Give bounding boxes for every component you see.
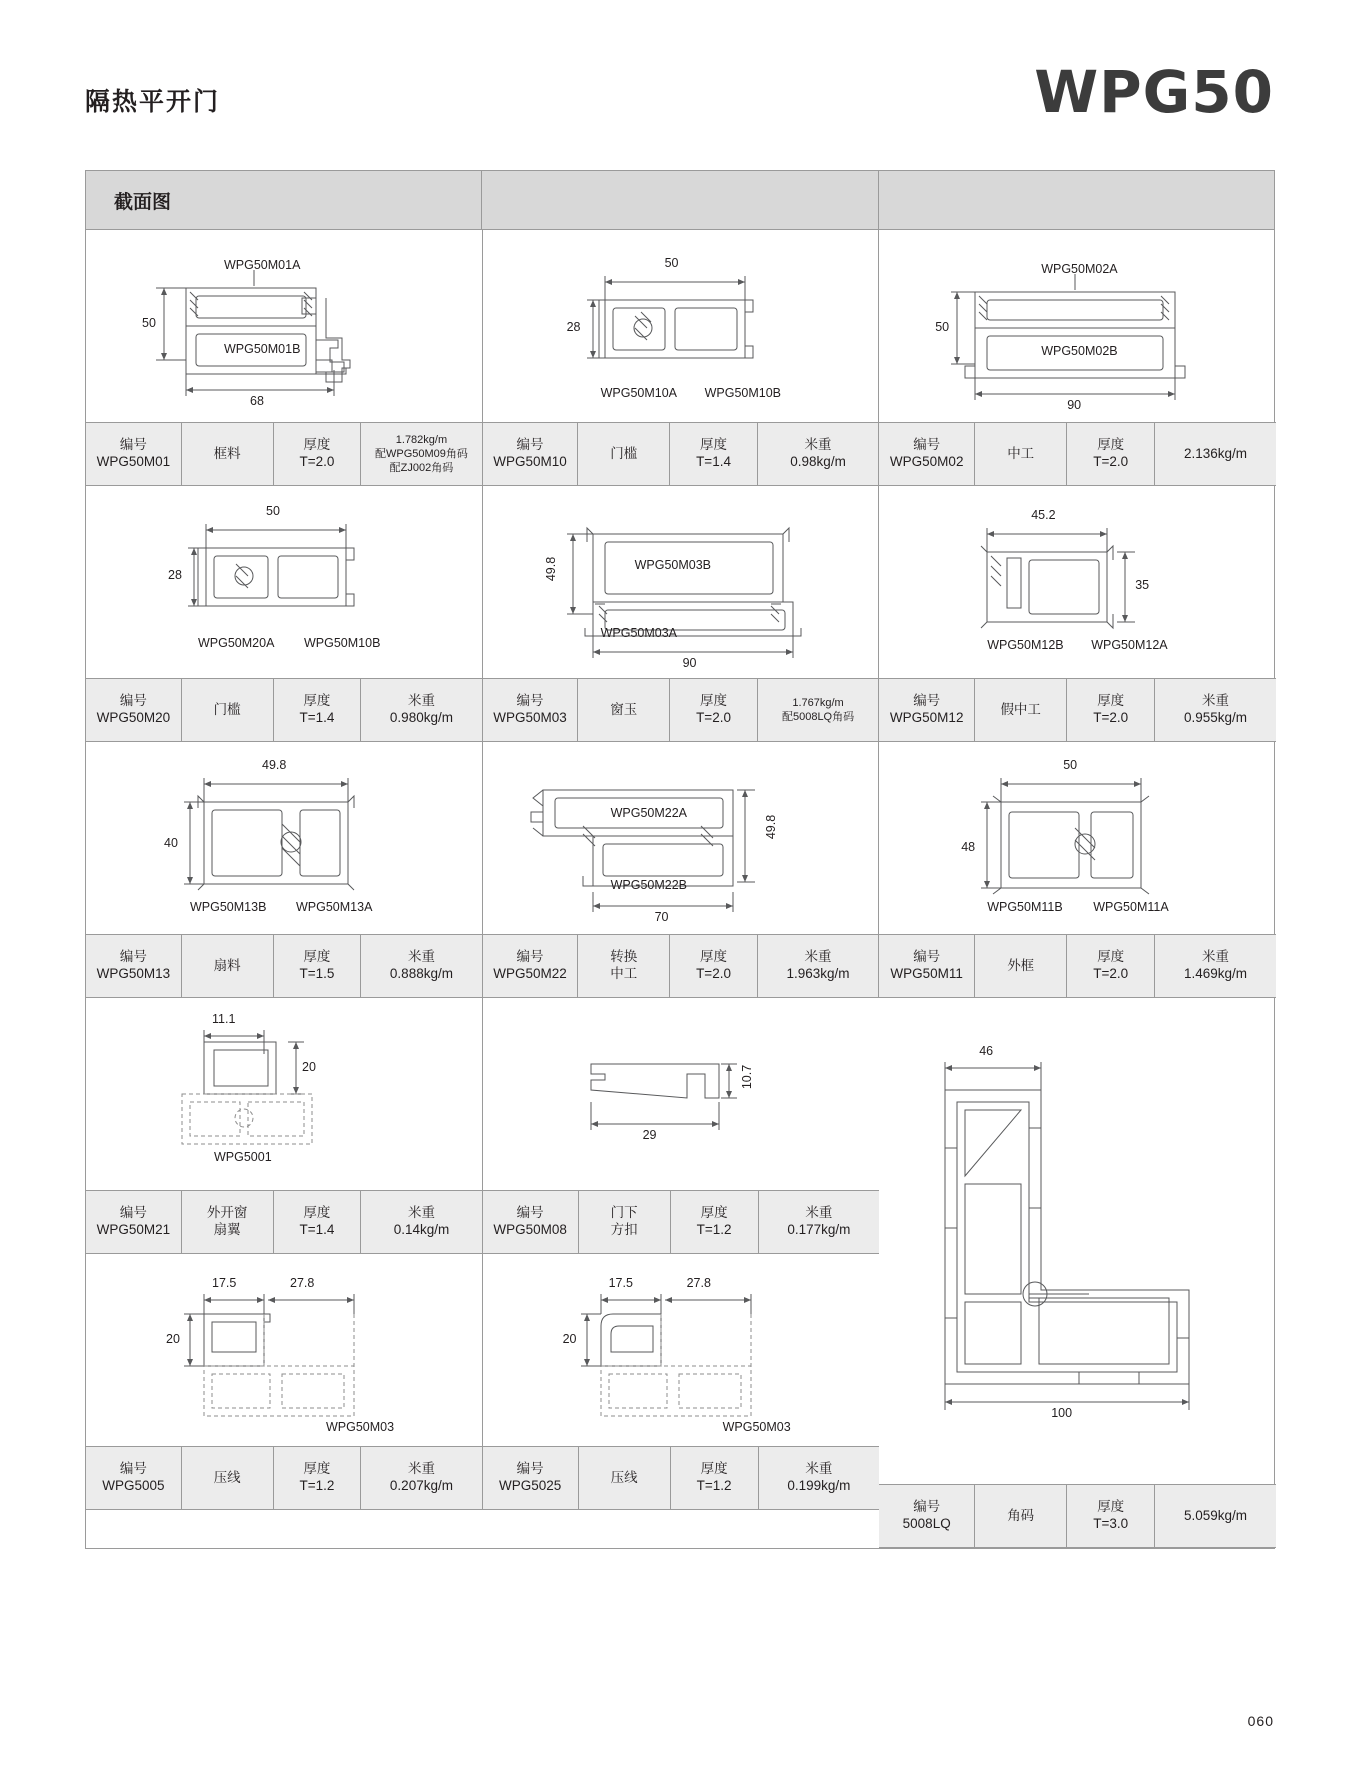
spec-thickness-cell	[670, 423, 758, 485]
spec-code-cell	[86, 423, 182, 485]
spec-name-line-1: 转换	[610, 949, 638, 965]
spec-name-value: 中工	[1007, 445, 1035, 461]
spec-weight-label: 米重	[804, 949, 832, 965]
spec-thickness-value: T=2.0	[696, 966, 731, 981]
spec-code-cell	[879, 1485, 975, 1547]
spec-name-value: 门槛	[213, 701, 241, 717]
profile-part-label-b: WPG50M22B	[610, 878, 688, 892]
profile-drawing-wpg50m13	[86, 742, 482, 934]
spec-weight-label: 米重	[805, 1205, 833, 1221]
profile-dim-height: 49.8	[763, 814, 778, 840]
band-section-label: 截面图	[86, 171, 482, 229]
profile-part-label-a: WPG50M03	[326, 1420, 395, 1434]
profile-spec-wpg50m01	[86, 422, 482, 486]
spec-weight-value: 0.98kg/m	[790, 454, 846, 469]
spec-thickness-value: T=1.4	[299, 1222, 335, 1237]
spec-weight-value: 5.059kg/m	[1183, 1507, 1247, 1523]
spec-code-cell	[879, 935, 975, 997]
profile-drawing-wpg50m01	[86, 230, 482, 422]
spec-code-cell	[879, 679, 975, 741]
profile-part-label-a: WPG50M13A	[296, 900, 373, 914]
profile-part-label-b: WPG50M01B	[224, 342, 301, 356]
spec-weight-cell	[361, 423, 481, 485]
spec-weight-value: 0.888kg/m	[389, 966, 453, 981]
spec-weight-value: 1.963kg/m	[786, 966, 850, 981]
spec-weight-value: 0.955kg/m	[1183, 710, 1247, 725]
spec-thickness-label: 厚度	[1097, 949, 1125, 965]
spec-thickness-value: T=2.0	[1093, 710, 1129, 725]
spec-name-line-2: 方扣	[610, 1222, 638, 1237]
profile-spec-wpg5025	[483, 1446, 880, 1510]
spec-thickness-cell	[670, 935, 758, 997]
profile-spec-wpg50m12	[879, 678, 1276, 742]
profile-cell-wpg50m13	[86, 742, 483, 998]
profile-dim-width: 90	[682, 656, 697, 670]
spec-code-cell	[86, 1447, 182, 1509]
profile-dim-a: 17.5	[212, 1276, 237, 1290]
profile-spec-wpg50m08	[483, 1190, 880, 1254]
spec-code-value: WPG50M22	[493, 966, 567, 981]
table-row	[86, 486, 1274, 742]
profile-cell-wpg50m02	[879, 230, 1276, 486]
spec-weight-label: 米重	[1201, 949, 1229, 965]
profile-dim-a: 17.5	[608, 1276, 633, 1290]
profile-dim-width: 50	[266, 504, 280, 518]
table-row	[86, 998, 1274, 1548]
spec-name-cell	[579, 1447, 671, 1509]
spec-code-label: 编号	[119, 693, 147, 709]
spec-name-cell	[578, 679, 670, 741]
spec-code-value: WPG50M20	[96, 710, 171, 725]
spec-name-cell	[182, 935, 274, 997]
spec-weight-cell	[361, 679, 481, 741]
spec-code-label: 编号	[516, 437, 544, 453]
spec-name-value: 压线	[610, 1469, 638, 1485]
spec-thickness-cell	[1067, 423, 1155, 485]
profile-part-label-a: WPG50M01A	[224, 258, 301, 272]
spec-weight-note-2: 配ZJ002角码	[389, 462, 454, 475]
spec-name-value: 外框	[1007, 957, 1035, 973]
spec-name-cell	[182, 423, 274, 485]
profile-cell-wpg50m03	[483, 486, 880, 742]
spec-code-cell	[86, 935, 182, 997]
spec-name-line-1: 门下	[610, 1205, 638, 1221]
spec-weight-cell	[1155, 935, 1276, 997]
spec-weight-value: 0.980kg/m	[389, 710, 453, 725]
table-row	[86, 1254, 879, 1510]
spec-thickness-value: T=1.2	[696, 1222, 732, 1237]
spec-name-cell	[975, 935, 1067, 997]
profile-cell-wpg50m20	[86, 486, 483, 742]
profile-part-label-b: WPG50M03B	[634, 558, 712, 572]
spec-code-value: WPG5025	[498, 1478, 562, 1493]
profile-dim-width: 70	[654, 910, 669, 924]
spec-code-cell	[483, 679, 579, 741]
spec-weight-cell	[361, 1447, 481, 1509]
profile-dim-height: 20	[166, 1332, 180, 1346]
spec-name-line-2: 中工	[610, 966, 638, 981]
spec-thickness-cell	[1067, 1485, 1155, 1547]
profile-spec-5008lq	[879, 1484, 1276, 1548]
profile-dim-height: 40	[164, 836, 178, 850]
profile-part-label-a: WPG5001	[214, 1150, 272, 1164]
spec-weight-value: 2.136kg/m	[1183, 445, 1247, 461]
spec-weight-cell	[1155, 1485, 1276, 1547]
spec-weight-cell	[759, 1447, 880, 1509]
spec-weight-value: 1.469kg/m	[1183, 966, 1247, 981]
profile-part-label-b: WPG50M10B	[304, 636, 381, 650]
spec-thickness-label: 厚度	[303, 693, 331, 709]
spec-thickness-label: 厚度	[303, 949, 331, 965]
table-row	[86, 742, 1274, 998]
profile-spec-wpg50m13	[86, 934, 482, 998]
profile-drawing-wpg50m03	[483, 486, 879, 678]
spec-thickness-label: 厚度	[303, 1205, 331, 1221]
spec-code-label: 编号	[516, 693, 544, 709]
spec-name-cell	[975, 679, 1067, 741]
profile-part-label-a: WPG50M22A	[610, 806, 688, 820]
profile-cell-5008lq	[879, 998, 1276, 1548]
spec-thickness-value: T=2.0	[696, 710, 731, 725]
spec-name-cell	[182, 1447, 274, 1509]
spec-thickness-value: T=1.4	[696, 454, 731, 469]
profile-part-label-a: WPG50M03A	[600, 626, 678, 640]
spec-weight-value: 1.767kg/m	[792, 696, 844, 709]
spec-weight-label: 米重	[407, 949, 435, 965]
spec-code-label: 编号	[119, 1205, 147, 1221]
spec-thickness-cell	[274, 1447, 362, 1509]
profile-drawing-wpg5025	[483, 1254, 880, 1446]
spec-thickness-cell	[1067, 935, 1155, 997]
spec-thickness-label: 厚度	[303, 1461, 331, 1477]
spec-thickness-value: T=1.5	[299, 966, 335, 981]
spec-code-cell	[483, 1191, 579, 1253]
spec-thickness-cell	[274, 423, 362, 485]
spec-name-cell	[578, 935, 670, 997]
profile-cell-wpg5025	[483, 1254, 880, 1510]
spec-code-value: WPG50M11	[890, 966, 963, 981]
profile-dim-height: 50	[935, 320, 950, 334]
page-header	[0, 58, 1359, 140]
profile-cell-wpg50m10	[483, 230, 880, 486]
spec-thickness-cell	[671, 1447, 759, 1509]
profile-drawing-5008lq	[879, 998, 1276, 1484]
spec-thickness-cell	[671, 1191, 759, 1253]
spec-thickness-label: 厚度	[700, 1461, 728, 1477]
spec-thickness-label: 厚度	[1097, 437, 1125, 453]
spec-thickness-label: 厚度	[700, 693, 728, 709]
spec-name-value: 门槛	[610, 445, 638, 461]
spec-name-value: 压线	[213, 1469, 241, 1485]
spec-weight-note-1: 配WPG50M09角码	[374, 447, 468, 460]
profile-dim-width: 29	[642, 1128, 657, 1142]
profile-dim-width: 90	[1067, 398, 1082, 412]
spec-code-label: 编号	[516, 1205, 544, 1221]
spec-code-cell	[86, 679, 182, 741]
profile-dim-height: 20	[562, 1332, 577, 1346]
spec-code-value: WPG50M02	[889, 454, 964, 469]
profile-dim-b: 27.8	[290, 1276, 315, 1290]
spec-code-value: WPG5005	[102, 1478, 165, 1493]
spec-code-label: 编号	[119, 949, 147, 965]
spec-weight-value: 1.782kg/m	[395, 433, 448, 446]
spec-code-cell	[86, 1191, 182, 1253]
profile-dim-height: 10.7	[739, 1064, 754, 1090]
profile-part-label-b: WPG50M02B	[1041, 344, 1118, 358]
spec-code-value: WPG50M12	[889, 710, 964, 725]
profile-drawing-wpg50m08	[483, 998, 880, 1190]
spec-thickness-value: T=1.4	[299, 710, 335, 725]
profile-cell-wpg5005	[86, 1254, 483, 1510]
spec-weight-note-1: 配5008LQ角码	[781, 711, 855, 723]
spec-name-value: 框料	[213, 445, 241, 461]
spec-name-cell	[182, 679, 274, 741]
spec-thickness-value: T=3.0	[1093, 1516, 1129, 1531]
spec-code-label: 编号	[913, 949, 941, 965]
spec-thickness-label: 厚度	[1097, 693, 1125, 709]
spec-weight-value: 0.177kg/m	[787, 1222, 851, 1237]
profile-dim-b: 100	[1051, 1406, 1073, 1420]
spec-thickness-cell	[274, 935, 362, 997]
spec-thickness-cell	[274, 679, 362, 741]
spec-code-label: 编号	[913, 437, 941, 453]
page-number: 060	[1247, 1713, 1274, 1729]
profile-part-label-b: WPG50M10B	[704, 386, 782, 400]
profile-drawing-wpg50m02	[879, 230, 1276, 422]
spec-name-cell	[578, 423, 670, 485]
profile-dim-height: 50	[142, 316, 156, 330]
spec-weight-label: 米重	[804, 437, 832, 453]
spec-thickness-value: T=2.0	[1093, 454, 1129, 469]
spec-weight-value: 0.207kg/m	[389, 1478, 453, 1493]
spec-weight-cell	[1155, 423, 1276, 485]
spec-thickness-value: T=1.2	[696, 1478, 732, 1493]
spec-code-label: 编号	[516, 949, 544, 965]
profile-cell-wpg50m11	[879, 742, 1276, 998]
spec-name-value: 扇料	[213, 957, 241, 973]
left-column-stack	[86, 998, 879, 1548]
spec-code-value: WPG50M08	[493, 1222, 567, 1237]
profile-spec-wpg50m02	[879, 422, 1276, 486]
profile-dim-height: 35	[1135, 578, 1150, 592]
profile-part-label-b: WPG50M13B	[190, 900, 267, 914]
spec-weight-value: 0.14kg/m	[393, 1222, 450, 1237]
spec-weight-cell	[361, 935, 481, 997]
profile-dim-height: 28	[168, 568, 182, 582]
profile-cell-wpg50m22	[483, 742, 880, 998]
spec-thickness-label: 厚度	[303, 437, 331, 453]
page-title: 隔热平开门	[85, 88, 221, 116]
spec-code-value: WPG50M03	[493, 710, 567, 725]
profile-part-label-a: WPG50M20A	[198, 636, 275, 650]
table-band	[86, 171, 1274, 230]
spec-code-value: 5008LQ	[902, 1516, 951, 1531]
profile-part-label-a: WPG50M12A	[1091, 638, 1168, 652]
spec-name-cell	[975, 1485, 1067, 1547]
spec-weight-label: 米重	[407, 1461, 435, 1477]
profile-dim-b: 27.8	[686, 1276, 711, 1290]
series-code: WPG50	[1034, 58, 1274, 126]
spec-weight-label: 米重	[805, 1461, 833, 1477]
profile-part-label-a: WPG50M03	[722, 1420, 791, 1434]
spec-name-line-2: 扇翼	[213, 1222, 241, 1237]
spec-weight-value: 0.199kg/m	[787, 1478, 851, 1493]
spec-code-value: WPG50M21	[96, 1222, 171, 1237]
profile-drawing-wpg50m20	[86, 486, 482, 678]
spec-code-label: 编号	[119, 437, 147, 453]
profile-table	[85, 170, 1275, 1549]
spec-name-value: 假中工	[1000, 701, 1041, 717]
spec-thickness-value: T=2.0	[299, 454, 335, 469]
profile-dim-width: 45.2	[1031, 508, 1056, 522]
profile-part-label-b: WPG50M12B	[987, 638, 1064, 652]
spec-thickness-value: T=1.2	[299, 1478, 335, 1493]
spec-weight-cell	[758, 423, 878, 485]
profile-spec-wpg50m11	[879, 934, 1276, 998]
profile-spec-wpg50m21	[86, 1190, 482, 1254]
profile-drawing-wpg50m12	[879, 486, 1276, 678]
spec-weight-label: 米重	[1201, 693, 1229, 709]
spec-code-label: 编号	[913, 693, 941, 709]
spec-weight-label: 米重	[407, 693, 435, 709]
profile-spec-wpg50m22	[483, 934, 879, 998]
profile-spec-wpg50m10	[483, 422, 879, 486]
profile-part-label-b: WPG50M11B	[987, 900, 1063, 914]
profile-cell-wpg50m21	[86, 998, 483, 1254]
profile-dim-height: 20	[302, 1060, 316, 1074]
profile-drawing-wpg5005	[86, 1254, 482, 1446]
spec-thickness-label: 厚度	[700, 949, 728, 965]
spec-name-value: 角码	[1007, 1507, 1035, 1523]
spec-weight-cell	[758, 935, 878, 997]
profile-dim-height: 28	[566, 320, 581, 334]
profile-drawing-wpg50m11	[879, 742, 1276, 934]
table-row	[86, 230, 1274, 486]
profile-part-label-a: WPG50M10A	[600, 386, 678, 400]
profile-part-label-a: WPG50M11A	[1093, 900, 1169, 914]
table-row	[86, 998, 879, 1254]
band-blank-3	[879, 171, 1274, 229]
spec-weight-cell	[361, 1191, 481, 1253]
spec-thickness-cell	[670, 679, 758, 741]
spec-name-value: 窗玉	[610, 701, 638, 717]
profile-dim-a: 46	[979, 1044, 994, 1058]
spec-name-cell	[182, 1191, 274, 1253]
spec-thickness-label: 厚度	[700, 1205, 728, 1221]
spec-code-cell	[483, 1447, 579, 1509]
spec-code-cell	[483, 935, 579, 997]
spec-code-value: WPG50M13	[96, 966, 171, 981]
band-blank-2	[482, 171, 879, 229]
spec-weight-label: 米重	[407, 1205, 435, 1221]
profile-dim-height: 48	[961, 840, 976, 854]
spec-code-cell	[879, 423, 975, 485]
spec-thickness-label: 厚度	[700, 437, 728, 453]
profile-drawing-wpg50m10	[483, 230, 879, 422]
profile-dim-width: 68	[250, 394, 264, 408]
spec-code-label: 编号	[913, 1499, 941, 1515]
profile-spec-wpg50m03	[483, 678, 879, 742]
spec-weight-cell	[1155, 679, 1276, 741]
spec-thickness-cell	[274, 1191, 362, 1253]
spec-name-line-1: 外开窗	[206, 1205, 248, 1221]
spec-weight-cell	[758, 679, 878, 741]
profile-dim-width: 11.1	[212, 1012, 236, 1026]
profile-dim-width: 50	[1063, 758, 1078, 772]
spec-code-value: WPG50M10	[493, 454, 567, 469]
spec-thickness-cell	[1067, 679, 1155, 741]
profile-cell-wpg50m12	[879, 486, 1276, 742]
profile-spec-wpg50m20	[86, 678, 482, 742]
spec-name-cell	[579, 1191, 671, 1253]
profile-cell-wpg50m01	[86, 230, 483, 486]
spec-weight-cell	[759, 1191, 880, 1253]
spec-code-value: WPG50M01	[96, 454, 171, 469]
profile-dim-height: 49.8	[543, 556, 558, 582]
profile-dim-width: 50	[664, 256, 679, 270]
spec-thickness-value: T=2.0	[1093, 966, 1129, 981]
profile-drawing-wpg50m21	[86, 998, 482, 1190]
profile-part-label-a: WPG50M02A	[1041, 262, 1118, 276]
spec-code-label: 编号	[119, 1461, 147, 1477]
spec-code-label: 编号	[516, 1461, 544, 1477]
profile-cell-wpg50m08	[483, 998, 880, 1254]
profile-spec-wpg5005	[86, 1446, 482, 1510]
spec-thickness-label: 厚度	[1097, 1499, 1125, 1515]
spec-name-cell	[975, 423, 1067, 485]
profile-dim-width: 49.8	[262, 758, 287, 772]
spec-code-cell	[483, 423, 579, 485]
profile-drawing-wpg50m22	[483, 742, 879, 934]
